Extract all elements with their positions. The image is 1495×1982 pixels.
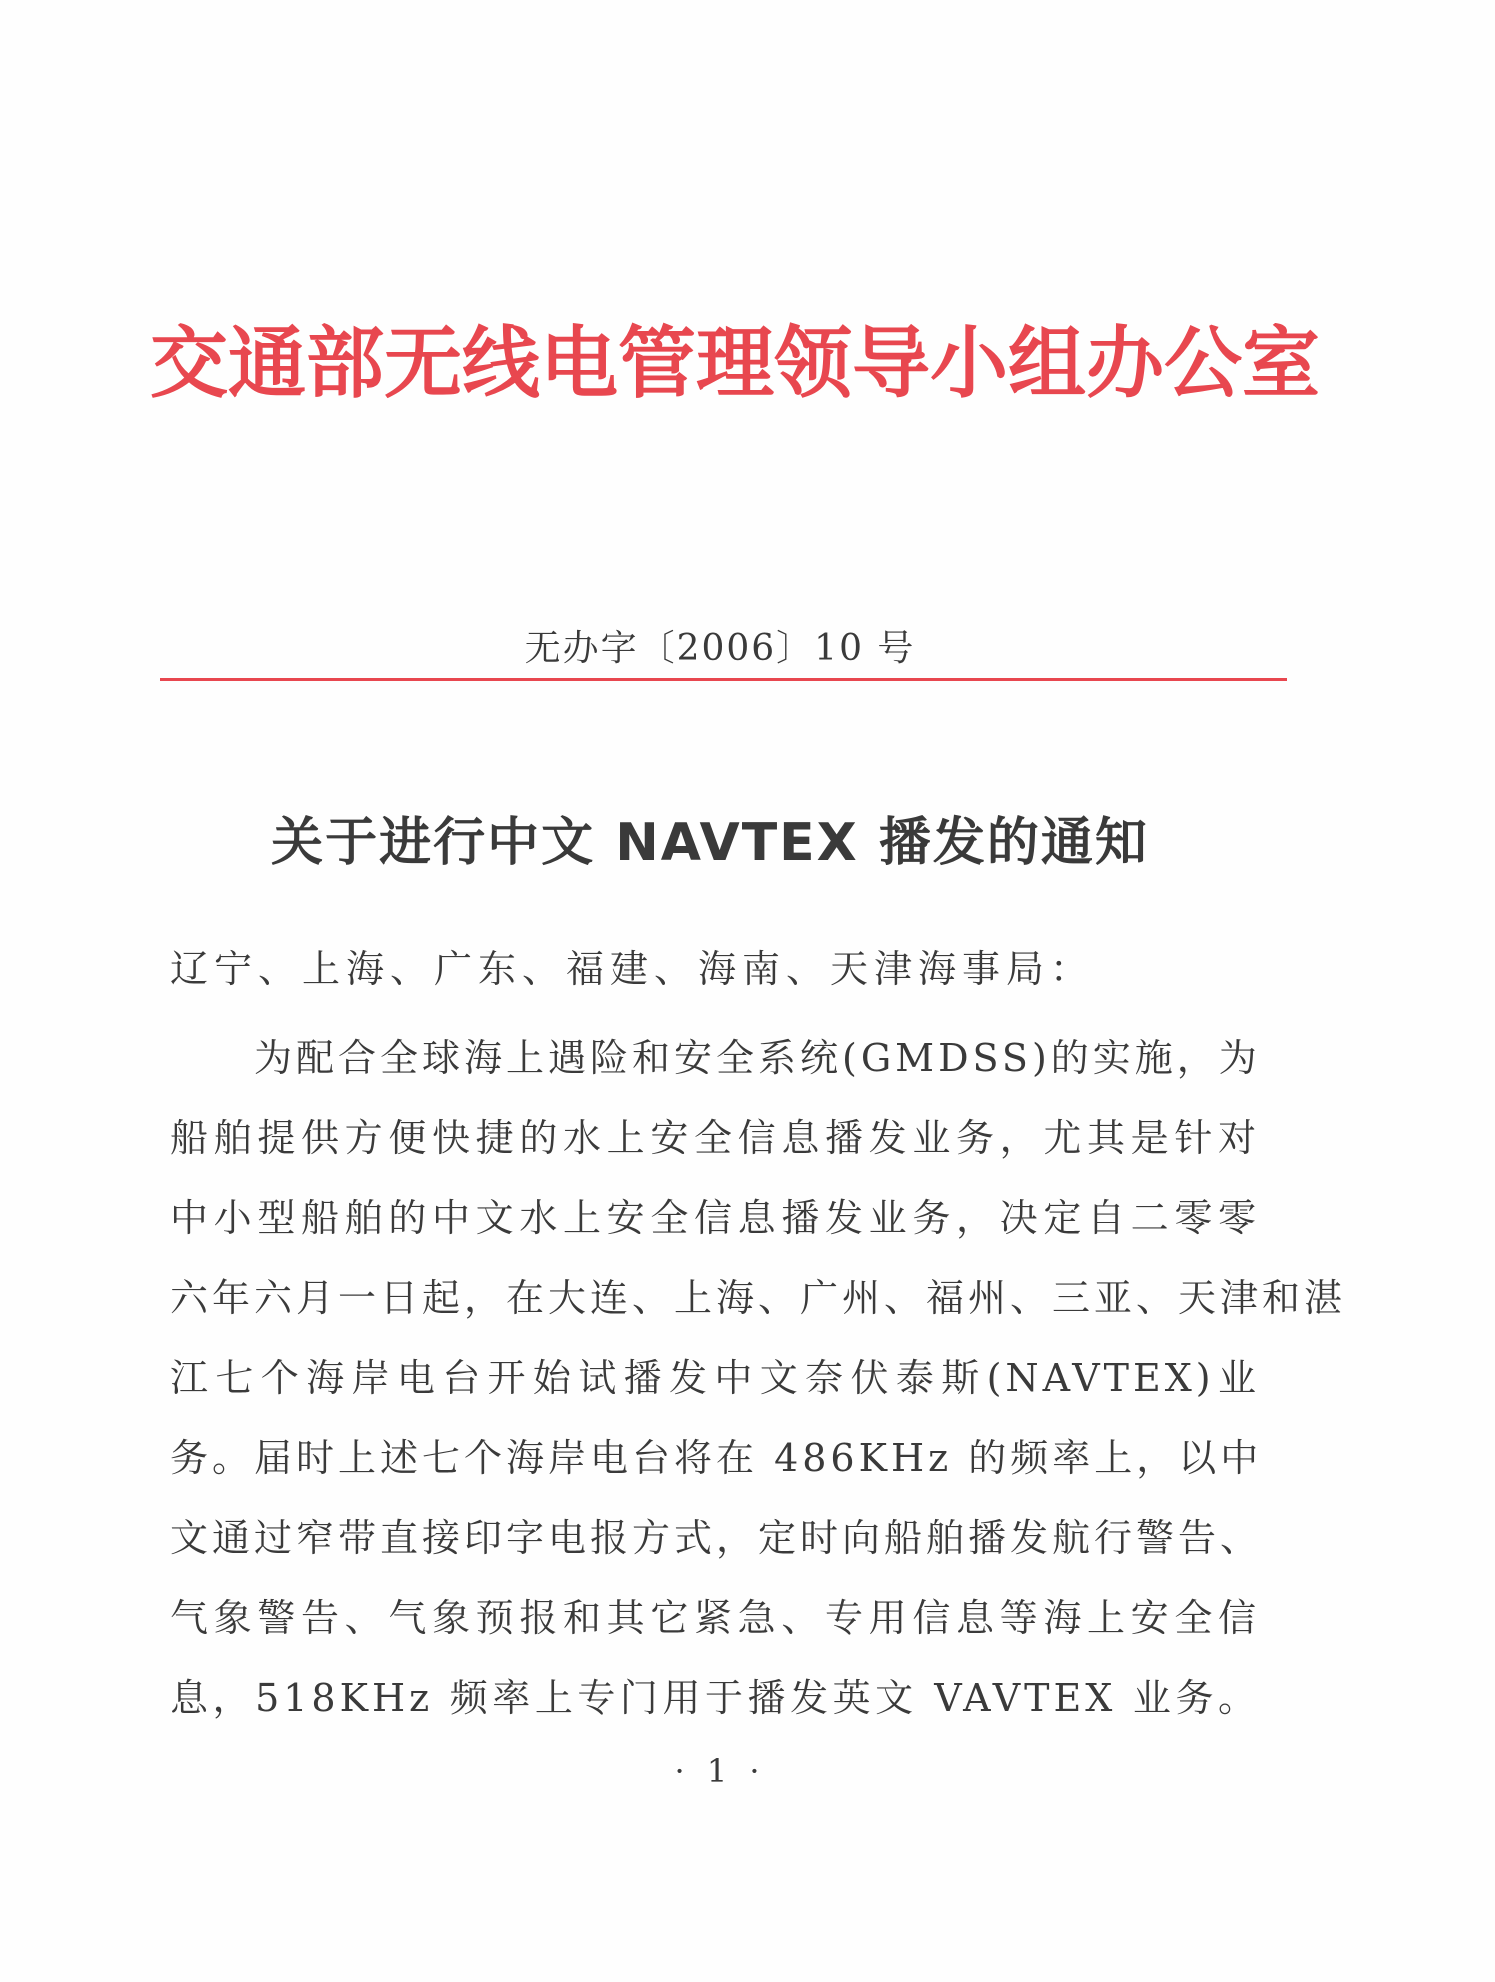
body-line: 中小型船舶的中文水上安全信息播发业务，决定自二零零 bbox=[170, 1196, 1260, 1240]
body-line: 江七个海岸电台开始试播发中文奈伏泰斯(NAVTEX)业 bbox=[170, 1356, 1260, 1400]
body-line: 务。届时上述七个海岸电台将在 486KHz 的频率上，以中 bbox=[170, 1436, 1263, 1480]
body-paragraph bbox=[170, 1018, 1347, 1738]
body-line: 气象警告、气象预报和其它紧急、专用信息等海上安全信 bbox=[170, 1596, 1260, 1640]
document-number: 无办字〔2006〕10 号 bbox=[524, 628, 916, 669]
letterhead-divider bbox=[160, 678, 1287, 681]
body-line: 息，518KHz 频率上专门用于播发英文 VAVTEX 业务。 bbox=[170, 1676, 1260, 1720]
body-line: 六年六月一日起，在大连、上海、广州、福州、三亚、天津和湛 bbox=[170, 1276, 1347, 1320]
document-title: 关于进行中文 NAVTEX 播发的通知 bbox=[271, 813, 1149, 873]
page-number: · 1 · bbox=[674, 1752, 766, 1790]
body-line: 为配合全球海上遇险和安全系统(GMDSS)的实施，为 bbox=[254, 1036, 1261, 1080]
body-line: 船舶提供方便快捷的水上安全信息播发业务，尤其是针对 bbox=[170, 1116, 1260, 1160]
letterhead-organization: 交通部无线电管理领导小组办公室 bbox=[150, 319, 1321, 409]
body-line: 文通过窄带直接印字电报方式，定时向船舶播发航行警告、 bbox=[170, 1516, 1263, 1560]
salutation: 辽宁、上海、广东、福建、海南、天津海事局： bbox=[170, 947, 1095, 991]
